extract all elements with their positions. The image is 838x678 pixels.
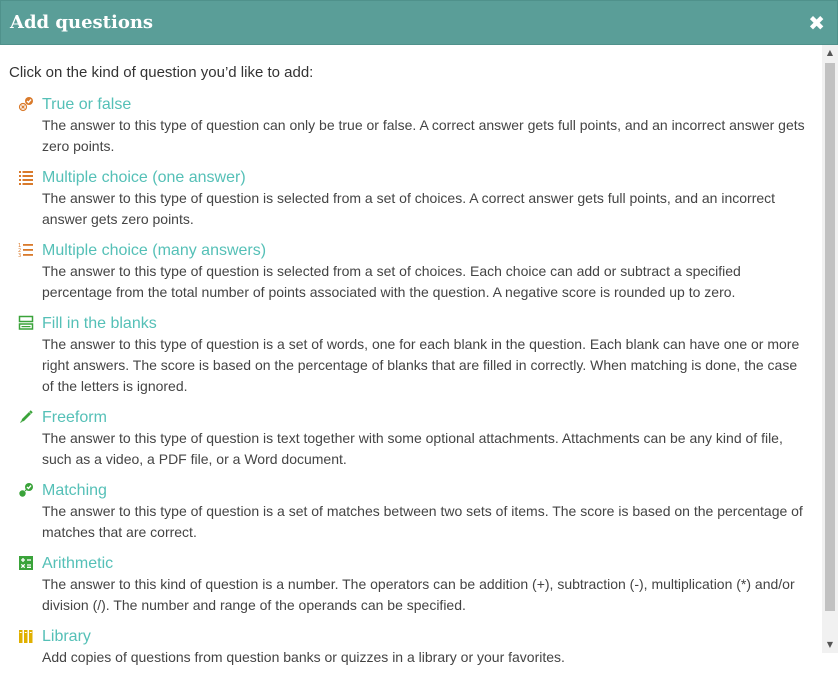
question-type-item [18,313,808,397]
question-type-item [18,94,808,157]
question-type-description: Add copies of questions from question banks or quizzes in a library or your favorites. [42,649,565,665]
library-icon [18,628,34,644]
question-type-item [18,407,808,470]
question-type-item [18,553,808,616]
list-icon [18,169,34,185]
svg-text:2: 2 [18,248,22,254]
question-type-description: The answer to this type of question is selected from a set of choices. Each choice can add or subtract a specified percentage from the total number of points associated with the question. A negative score is rounded up to zero. [42,263,741,300]
question-type-link[interactable]: True or false [42,96,132,113]
dialog-header [0,0,838,45]
pencil-icon [18,409,34,425]
dialog-content [0,45,822,665]
question-type-description: The answer to this type of question is selected from a set of choices. A correct answer gets full points, and an incorrect answer gets zero points. [42,190,776,227]
close-icon[interactable]: ✖ [808,11,825,35]
fill-blanks-icon [18,315,34,331]
svg-text:3: 3 [18,253,22,259]
question-type-link[interactable]: Multiple choice (one answer) [42,169,246,186]
vertical-scrollbar[interactable] [822,45,838,653]
question-type-link[interactable]: Library [42,628,91,645]
true-false-icon [18,96,34,112]
scroll-down-arrow-icon[interactable]: ▼ [826,640,834,649]
question-type-description: The answer to this type of question is a set of words, one for each blank in the question. Each blank can have one or more right answers. The score is based on the percentage of blanks that are filled in correctly. When matching is done, the case of the letters is ignored. [42,336,800,394]
question-type-description: The answer to this kind of question is a number. The operators can be addition (+), subtraction (-), multiplication (*) and/or division (/). The number and range of the operands can be specified. [42,576,795,613]
calculator-icon [18,555,34,571]
intro-text: Click on the kind of question you’d like to add: [9,64,314,81]
question-type-item [18,626,808,668]
scroll-up-arrow-icon[interactable]: ▲ [826,48,834,57]
question-type-description: The answer to this type of question is a set of matches between two sets of items. The score is based on the percentage of matches that are correct. [42,503,803,540]
numbered-list-icon [18,242,34,258]
question-type-list [18,94,808,678]
dialog-title: Add questions [10,12,154,33]
question-type-link[interactable]: Fill in the blanks [42,315,157,332]
question-type-description: The answer to this type of question is text together with some optional attachments. Attachments can be any kind of file, such as a video, a PDF file, or a Word document. [42,430,783,467]
question-type-item [18,167,808,230]
question-type-item [18,480,808,543]
question-type-item [18,240,808,303]
svg-text:1: 1 [18,243,22,249]
question-type-link[interactable]: Freeform [42,409,107,426]
question-type-link[interactable]: Multiple choice (many answers) [42,242,267,259]
matching-icon [18,482,34,498]
question-type-link[interactable]: Arithmetic [42,555,114,572]
scrollbar-thumb[interactable] [825,63,835,611]
question-type-description: The answer to this type of question can only be true or false. A correct answer gets full points, and an incorrect answer gets zero points. [42,117,805,154]
question-type-link[interactable]: Matching [42,482,107,499]
